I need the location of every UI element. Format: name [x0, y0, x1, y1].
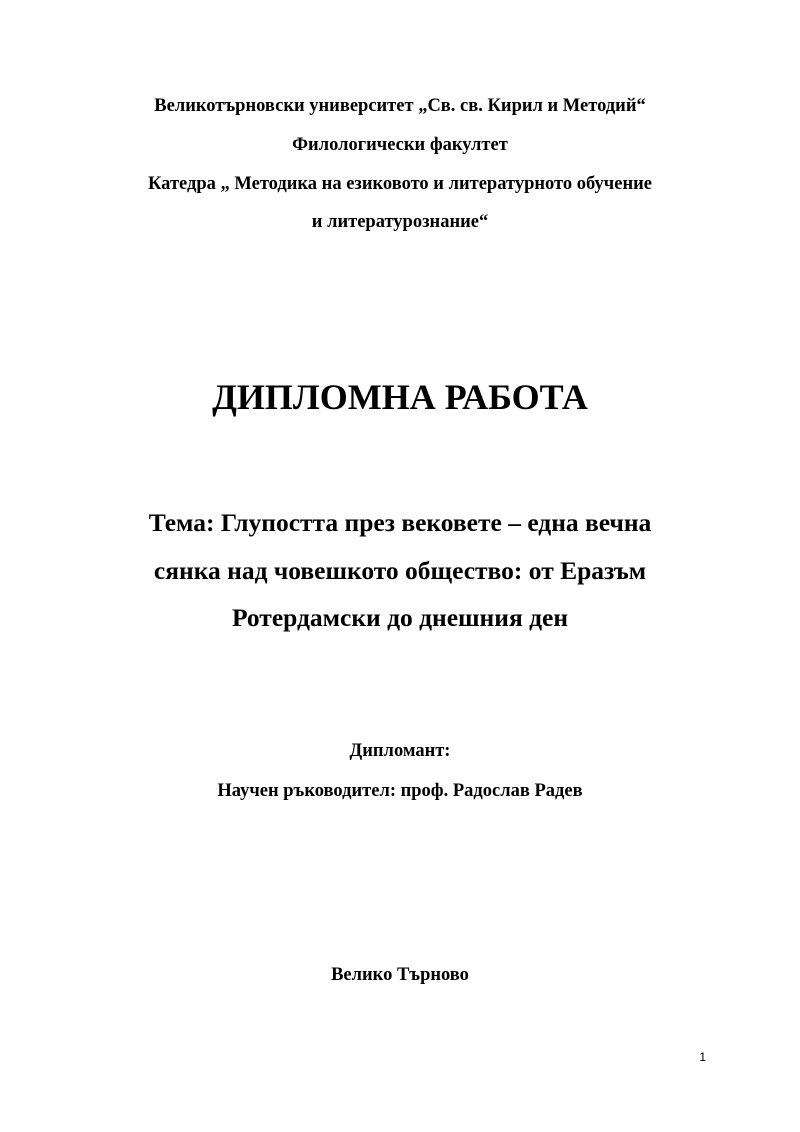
- university-name: Великотърновски университет „Св. св. Кирил и Методий“: [154, 96, 646, 116]
- page-number: 1: [699, 1050, 706, 1064]
- faculty-name: Филологически факултет: [292, 135, 508, 155]
- department-name-line1: Катедра „ Методика на езиковото и литературното обучение: [148, 174, 652, 194]
- document-title: ДИПЛОМНА РАБОТА: [212, 377, 588, 417]
- topic-line-2: сянка над човешкото общество: от Еразъм: [153, 556, 647, 585]
- supervisor-label: Научен ръководител: проф. Радослав Радев: [217, 781, 583, 801]
- department-name-line2: и литературознание“: [311, 212, 489, 232]
- city-name: Велико Търново: [331, 965, 469, 985]
- topic-line-3: Ротердамски до днешния ден: [231, 603, 569, 632]
- topic-line-1: Тема: Глупостта през вековете – една вечна: [148, 508, 652, 537]
- student-label: Дипломант:: [349, 741, 451, 761]
